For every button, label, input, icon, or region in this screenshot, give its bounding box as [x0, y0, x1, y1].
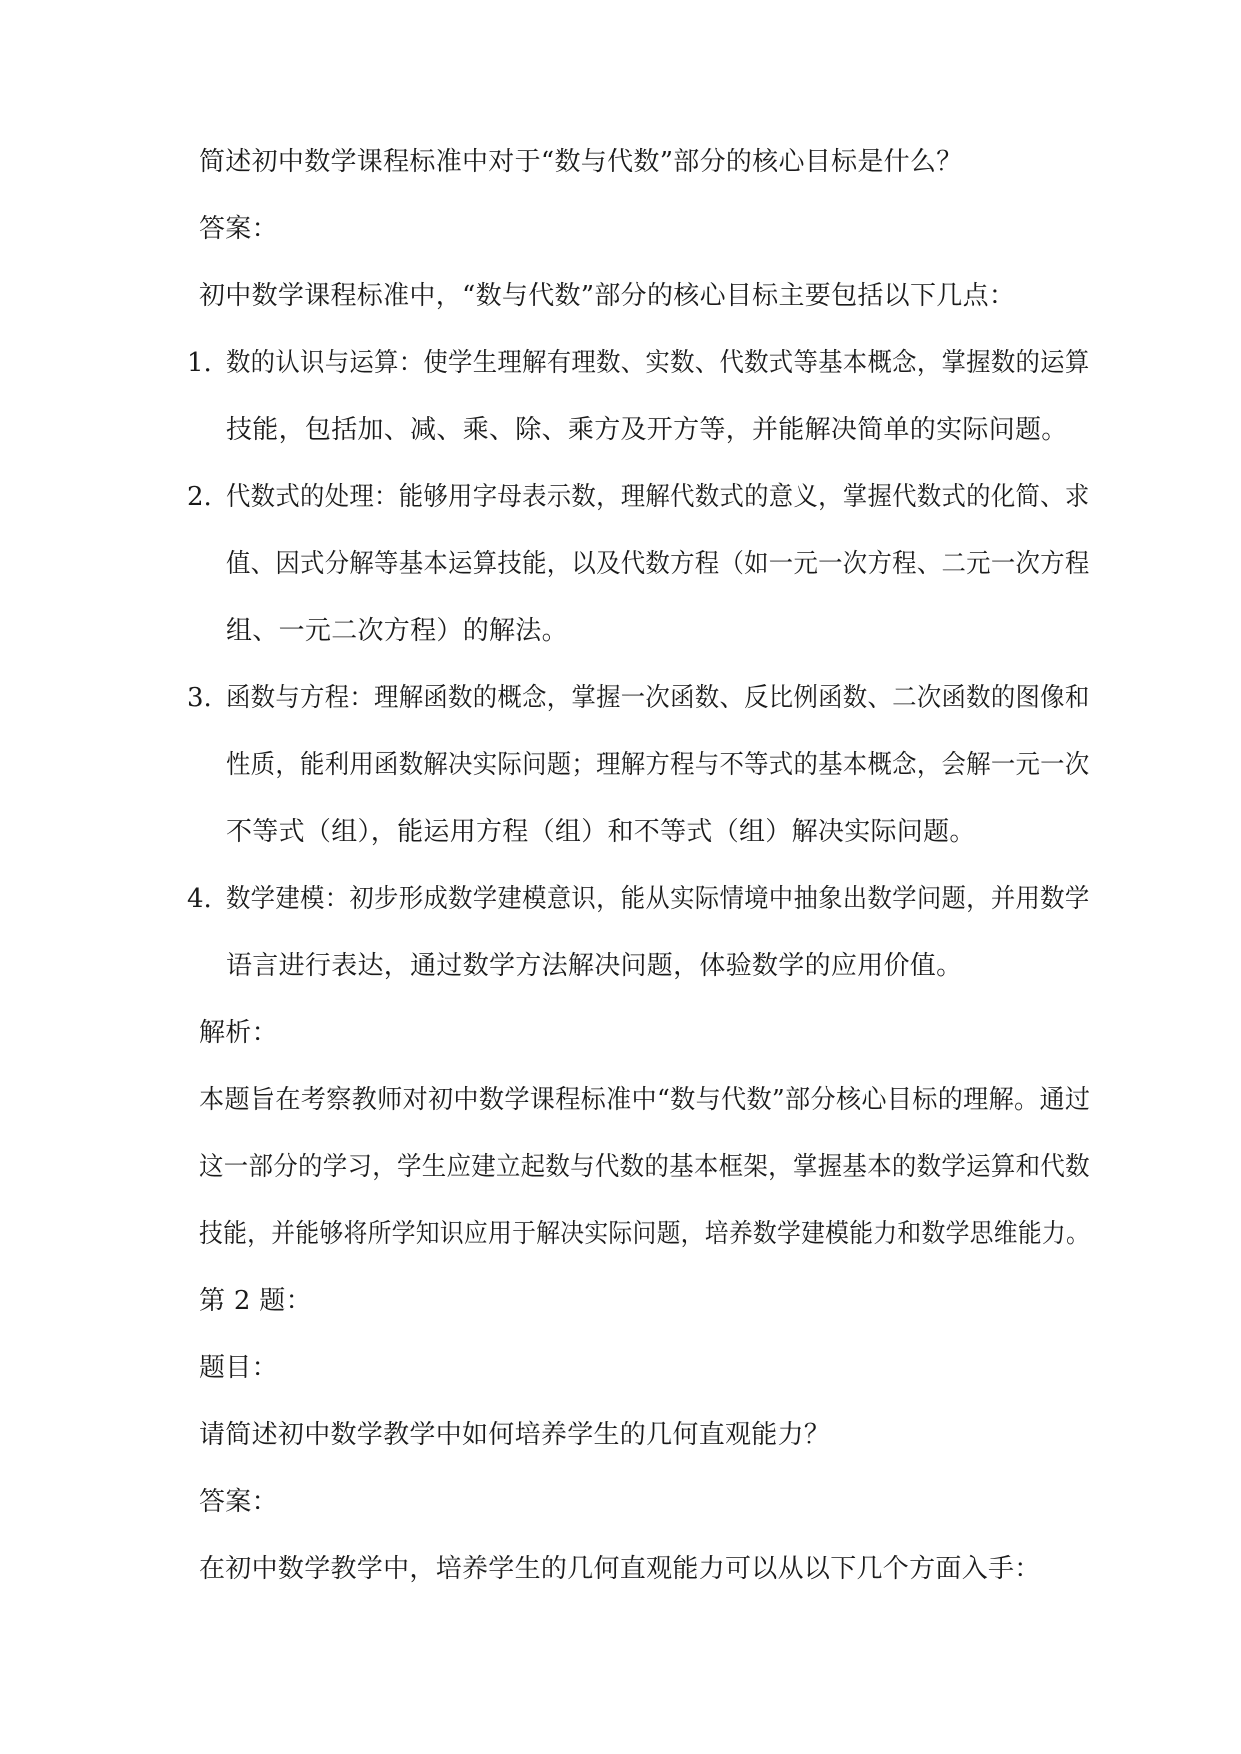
item-line: 组、一元二次方程）的解法。 — [226, 616, 568, 646]
item-number: 3. — [187, 683, 212, 713]
item-line: 语言进行表达，通过数学方法解决问题，体验数学的应用价值。 — [226, 951, 963, 981]
analysis-line: 本题旨在考察教师对初中数学课程标准中“数与代数”部分核心目标的理解。通过 — [199, 1085, 1091, 1115]
question-2: 请简述初中数学教学中如何培养学生的几何直观能力？ — [199, 1420, 831, 1450]
analysis-line: 这一部分的学习，学生应建立起数与代数的基本框架，掌握基本的数学运算和代数 — [199, 1152, 1090, 1182]
item-line: 代数式的处理：能够用字母表示数，理解代数式的意义，掌握代数式的化简、求 — [226, 482, 1090, 512]
question-2-number: 第 2 题： — [199, 1286, 312, 1316]
question-2-topic-label: 题目： — [199, 1353, 278, 1383]
answer-intro-1: 初中数学课程标准中，“数与代数”部分的核心目标主要包括以下几点： — [199, 281, 1016, 311]
item-number: 1. — [187, 348, 212, 378]
item-line: 数的认识与运算：使学生理解有理数、实数、代数式等基本概念，掌握数的运算 — [226, 348, 1090, 378]
answer-label-2: 答案： — [199, 1487, 278, 1517]
item-number: 2. — [187, 482, 212, 512]
item-line: 不等式（组），能运用方程（组）和不等式（组）解决实际问题。 — [226, 817, 976, 847]
item-line: 函数与方程：理解函数的概念，掌握一次函数、反比例函数、二次函数的图像和 — [226, 683, 1090, 713]
item-line: 数学建模：初步形成数学建模意识，能从实际情境中抽象出数学问题，并用数学 — [226, 884, 1090, 914]
item-line: 性质，能利用函数解决实际问题；理解方程与不等式的基本概念，会解一元一次 — [226, 750, 1090, 780]
answer-label-1: 答案： — [199, 214, 278, 244]
question-1: 简述初中数学课程标准中对于“数与代数”部分的核心目标是什么？ — [199, 147, 963, 177]
item-line: 技能，包括加、减、乘、除、乘方及开方等，并能解决简单的实际问题。 — [226, 415, 1068, 445]
answer-intro-2: 在初中数学教学中，培养学生的几何直观能力可以从以下几个方面入手： — [199, 1554, 1041, 1584]
analysis-label: 解析： — [199, 1018, 278, 1048]
analysis-line: 技能，并能够将所学知识应用于解决实际问题，培养数学建模能力和数学思维能力。 — [199, 1219, 1091, 1249]
item-number: 4. — [187, 884, 212, 914]
item-line: 值、因式分解等基本运算技能，以及代数方程（如一元一次方程、二元一次方程 — [226, 549, 1090, 579]
